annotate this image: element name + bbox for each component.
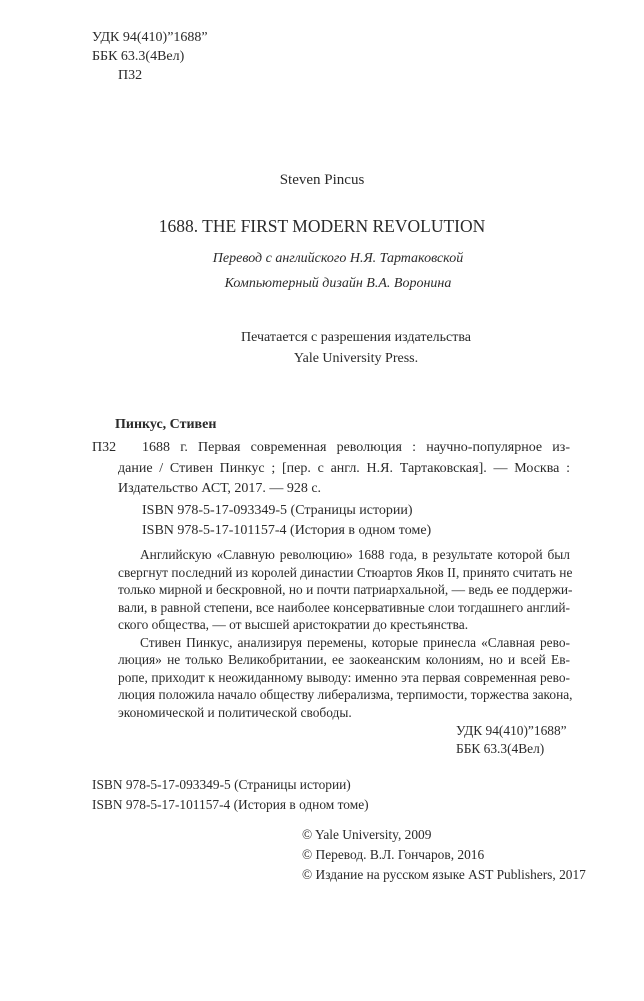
catalog-mark: П32: [92, 440, 117, 455]
catalog-entry-line: 1688 г. Первая современная революция : научно-популярное из-: [142, 440, 570, 455]
isbn-line: ISBN 978-5-17-093349-5 (Страницы истории): [92, 777, 351, 792]
footer-bbk: ББК 63.3(4Вел): [456, 741, 545, 756]
annotation-line: Стивен Пинкус, анализируя перемены, которые принесла «Славная рево-: [140, 634, 570, 650]
author-mark: П32: [118, 68, 143, 83]
udk-code: УДК 94(410)”1688”: [92, 30, 208, 45]
original-author: Steven Pincus: [279, 172, 365, 188]
design-credit: Компьютерный дизайн В.А. Воронина: [224, 276, 452, 291]
isbn-line: ISBN 978-5-17-101157-4 (История в одном томе): [92, 797, 369, 812]
original-title: 1688. THE FIRST MODERN REVOLUTION: [158, 216, 486, 236]
copyright-line: © Издание на русском языке AST Publishers, 2017: [302, 867, 586, 882]
annotation-line: ского общества, — от высшей аристократии до крестьянства.: [118, 617, 469, 632]
annotation-line: свергнут последний из королей династии Стюартов Яков II, принято считать не: [118, 564, 573, 580]
catalog-entry-line: Издательство АСТ, 2017. — 928 с.: [118, 481, 322, 496]
translation-credit: Перевод с английского Н.Я. Тартаковской: [212, 251, 464, 266]
catalog-isbn: ISBN 978-5-17-101157-4 (История в одном томе): [142, 523, 432, 538]
annotation-line: Английскую «Славную революцию» 1688 года, в результате которой был: [140, 547, 570, 562]
annotation-line: люция» не только Великобритании, ее заокеанским колониям, но и всей Ев-: [118, 652, 570, 667]
annotation-line: только мирной и бескровной, но и почти патриархальной, — ведь ее поддержи-: [118, 582, 573, 597]
catalog-entry-line: дание / Стивен Пинкус ; [пер. с англ. Н.Я. Тартаковская]. — Москва :: [118, 461, 570, 476]
copyright-line: © Yale University, 2009: [302, 827, 432, 842]
annotation-line: экономической и политической свободы.: [118, 704, 352, 720]
catalog-heading: Пинкус, Стивен: [115, 417, 217, 432]
annotation-line: вали, в равной степени, все наиболее консервативные слои тогдашнего англий-: [118, 599, 570, 615]
annotation-line: ропе, приходит к неожиданному выводу: именно эта первая современная рево-: [118, 669, 570, 685]
catalog-isbn: ISBN 978-5-17-093349-5 (Страницы истории): [142, 503, 413, 518]
permission-line-1: Печатается с разрешения издательства: [240, 330, 472, 345]
annotation-line: люция положила начало обществу либерализма, терпимости, торжества закона,: [118, 687, 573, 702]
footer-udk: УДК 94(410)”1688”: [456, 723, 567, 738]
bbk-code: ББК 63.3(4Вел): [92, 49, 185, 64]
permission-line-2: Yale University Press.: [293, 351, 419, 366]
copyright-line: © Перевод. В.Л. Гончаров, 2016: [302, 847, 485, 862]
